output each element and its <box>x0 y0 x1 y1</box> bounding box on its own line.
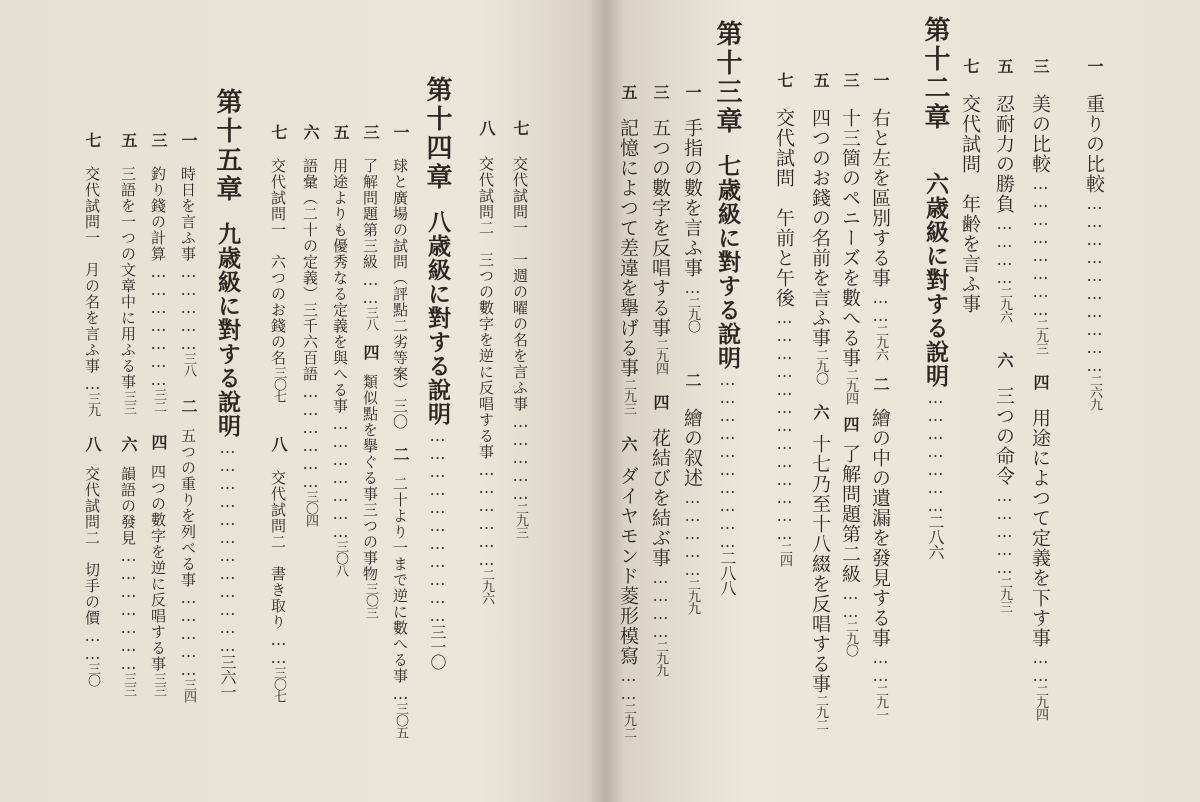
leader-dots: …… <box>83 626 102 662</box>
item-text: 二十より一まで逆に數へる事 <box>391 476 409 684</box>
item-number: 六 <box>619 436 638 452</box>
item-text: 記憶によつて差違を擧げる事 <box>617 118 639 378</box>
leader-dots: ………………… <box>149 262 168 388</box>
page-number: 二九九 <box>685 578 700 614</box>
page-number: 二九三 <box>1033 318 1048 354</box>
leader-dots: ………………………………… <box>775 308 794 542</box>
item-number: 六 <box>811 404 830 420</box>
item-number: 四 <box>841 416 860 432</box>
text: 第十四章 <box>422 76 452 192</box>
item-text: 三つの命令 <box>993 386 1015 486</box>
page-number: 三〇八 <box>333 540 348 576</box>
item-text: 右と左を區別する事 <box>869 108 891 288</box>
leader-dots: …… <box>871 288 890 324</box>
item-text: 三語を一つの文章中に用ふる事 <box>119 166 137 390</box>
item-number: 五 <box>619 84 638 100</box>
item-text: 繪の中の遺漏を發見する事 <box>869 408 891 648</box>
item-text: 用途によつて定義を下す事 <box>1029 408 1051 648</box>
chapter-number: 第十二章 <box>920 16 950 132</box>
page-number: 二九六 <box>997 286 1012 322</box>
page-number: 二九三 <box>621 378 636 414</box>
toc-entry-ch13c-7 <box>512 120 528 780</box>
item-text: 交代試問二 切手の價 <box>83 466 101 626</box>
leader-dots: …………………… <box>1031 174 1050 318</box>
page-number: 三三 <box>151 672 166 696</box>
text: 二八八 <box>718 550 737 595</box>
item-text: 五つの數字を反唱する事 <box>649 118 671 338</box>
item-text: 用途よりも優秀なる定義を與へる事 <box>331 158 349 414</box>
item-number: 八 <box>477 120 496 136</box>
toc-entry-ch15-5 <box>120 132 136 772</box>
item-number: 三 <box>841 72 860 88</box>
page-number: 二九一 <box>873 684 888 720</box>
text: 三一〇 <box>428 624 447 669</box>
right-page <box>604 0 1200 802</box>
item-number: 五 <box>331 124 350 140</box>
page-number: 三〇七 <box>271 366 286 402</box>
toc-entry-ch13-3 <box>840 72 859 772</box>
page-number: 二九九 <box>653 640 668 676</box>
toc-entry-ch13-1 <box>870 72 889 772</box>
toc-entry-ch13-5 <box>810 72 829 772</box>
item-text: 了解問題第二級 <box>839 444 861 584</box>
item-number: 二 <box>683 372 702 388</box>
toc-entry-ch14-7 <box>270 124 286 764</box>
item-number: 三 <box>361 124 380 140</box>
leader-dots: ………………………… <box>718 370 737 550</box>
leader-dots: …… <box>871 648 890 684</box>
item-text: 忍耐力の勝負 <box>993 94 1015 214</box>
item-number: 五 <box>995 58 1014 74</box>
toc-entry-ch13-7: 七交代試問 午前と午後…………………………………二四 <box>773 72 795 566</box>
item-number: 一 <box>391 124 410 140</box>
item-number: 七 <box>961 58 980 74</box>
item-text: 球と廣場の試問（評點二劣等案）三〇 <box>391 158 409 430</box>
item-number: 一 <box>871 72 890 88</box>
item-text: 繪の叙述 <box>681 408 703 488</box>
item-number: 四 <box>651 394 670 410</box>
page-number: 三三 <box>121 672 136 696</box>
page-number: 三〇 <box>85 662 100 686</box>
chapter-title: 六歳級に對する說明 <box>922 172 949 388</box>
item-number: 二 <box>871 376 890 392</box>
page-number: 三〇七 <box>271 666 286 702</box>
item-text: 四つの數字を逆に反唱する事 <box>149 464 167 672</box>
item-number: 三 <box>651 84 670 100</box>
toc-entry-ch13b-3 <box>650 84 669 774</box>
toc-entry-ch12-1 <box>1084 58 1103 778</box>
toc-entry-ch13c-8 <box>478 120 494 780</box>
leader-dots: …… <box>269 630 288 666</box>
text: 八歳級に對する說明 <box>424 210 451 426</box>
item-number: 二 <box>391 446 410 462</box>
toc-entry-ch14-5 <box>332 124 348 764</box>
page-number: 二九六 <box>479 568 494 604</box>
text: 九歳級に對する說明 <box>214 222 241 438</box>
text: 第十五章 <box>212 88 242 204</box>
page-number: 二九二 <box>813 694 828 730</box>
toc-entry-ch14-6 <box>302 124 318 764</box>
leader-dots: …… <box>361 270 380 306</box>
item-number: 一 <box>179 132 198 148</box>
item-text: 四つのお錢の名前を言ふ事 <box>809 108 831 348</box>
item-number: 四 <box>1031 374 1050 390</box>
item-text: 十三箇のペニーズを數へる事 <box>839 108 861 368</box>
page-number: 二九〇 <box>685 296 700 332</box>
toc-entry-ch15-3 <box>150 132 166 772</box>
item-text: 交代試問一 六つのお錢の名 <box>269 158 287 366</box>
page-number: 三四 <box>181 678 196 702</box>
item-text: 重りの比較 <box>1083 94 1105 194</box>
leader-dots: … <box>683 278 702 296</box>
item-text: 美の比較 <box>1029 94 1051 174</box>
toc-entry-ch15-7 <box>84 132 100 772</box>
leader-dots: ………………… <box>331 414 350 540</box>
item-text: 韻語の發見 <box>119 466 137 546</box>
page-number: 二九四 <box>1033 684 1048 720</box>
item-number: 六 <box>301 124 320 140</box>
leader-dots: …………… <box>179 262 198 352</box>
item-text: 交代試問一 月の名を言ふ事 <box>83 166 101 374</box>
toc-entry-ch14-1 <box>392 124 408 764</box>
item-text: 十七乃至十八綴を反唱する事 <box>809 434 831 694</box>
item-number: 六 <box>119 436 138 452</box>
item-number: 七 <box>83 132 102 148</box>
text: 七歳級に對する說明 <box>714 154 741 370</box>
chapter-15-heading <box>214 88 240 778</box>
page-number: 二六九 <box>1087 374 1102 410</box>
item-number: 五 <box>119 132 138 148</box>
page-number: 三〇四 <box>303 490 318 526</box>
page-number: 二九三 <box>513 502 528 538</box>
item-text: 交代試問 午前と午後 <box>773 108 795 308</box>
item-text: 時日を言ふ事 <box>179 166 197 262</box>
page-number: 三〇三 <box>363 582 378 618</box>
item-text: 類似點を擧ぐる事三つの事物 <box>361 374 379 582</box>
item-number: 七 <box>269 124 288 140</box>
item-number: 八 <box>269 436 288 452</box>
page-number: 二九三 <box>997 576 1012 612</box>
toc-entry-ch12-7 <box>960 58 979 578</box>
toc-entry-ch13b-5 <box>618 84 637 774</box>
page-number: 二九六 <box>873 324 888 360</box>
page-number: 二九四 <box>843 368 858 404</box>
chapter-page: 二八六 <box>926 514 945 559</box>
item-text: 釣り錢の計算 <box>149 166 167 262</box>
item-text: 了解問題第三級 <box>361 158 379 270</box>
leader-dots: …… <box>619 666 638 702</box>
toc-entry-ch13b-1 <box>682 84 701 774</box>
item-text: 語彙（二十の定義）三千六百語 <box>301 158 319 382</box>
item-number: 七 <box>775 72 794 88</box>
page-number: 二九四 <box>653 338 668 374</box>
item-text: 交代試問二 書き取り <box>269 470 287 630</box>
leader-dots: ……………… <box>301 382 320 490</box>
item-text: 花結びを結ぶ事 <box>649 428 671 568</box>
leader-dots: …………………………… <box>428 426 447 624</box>
leader-dots: …………… <box>179 588 198 678</box>
item-text: 手指の數を言ふ事 <box>681 118 703 278</box>
leader-dots: …………… <box>511 412 530 502</box>
item-text: 五つの重りを列べる事 <box>179 428 197 588</box>
page-number: 三八 <box>363 306 378 330</box>
item-number: 三 <box>149 132 168 148</box>
item-number: 二 <box>179 398 198 414</box>
leader-dots: … <box>391 684 410 702</box>
leader-dots: ……………… <box>477 460 496 568</box>
page-number: 二九二 <box>621 702 636 738</box>
page-number: 三二 <box>151 388 166 412</box>
item-number: 八 <box>83 436 102 452</box>
item-number: 七 <box>511 120 530 136</box>
leader-dots: ………………… <box>119 546 138 672</box>
leader-dots: …………… <box>995 486 1014 576</box>
toc-entry-ch12-5 <box>994 58 1013 778</box>
leader-dots: ………… <box>995 214 1014 286</box>
leader-dots: ………………… <box>926 388 945 514</box>
text: 三六一 <box>218 654 237 699</box>
item-text: 交代試問 年齢を言ふ事 <box>959 94 981 314</box>
leader-dots: …… <box>1031 648 1050 684</box>
item-number: 四 <box>361 344 380 360</box>
item-number: 四 <box>149 434 168 450</box>
leader-dots: ………… <box>651 568 670 640</box>
item-text: 交代試問二 三つの數字を逆に反唱する事 <box>477 156 495 460</box>
chapter-13-heading <box>714 20 740 780</box>
text: 第十三章 <box>712 20 742 136</box>
page-number: 三三 <box>121 390 136 414</box>
leader-dots: …… <box>841 584 860 620</box>
leader-dots: … <box>83 374 102 392</box>
item-number: 六 <box>995 352 1014 368</box>
chapter-12-heading <box>922 16 948 776</box>
item-number: 三 <box>1031 58 1050 74</box>
toc-entry-ch15-1 <box>180 132 196 772</box>
chapter-14-heading <box>424 76 450 776</box>
page-number: 三〇五 <box>393 702 408 738</box>
item-text: 交代試問一 一週の曜の名を言ふ事 <box>511 156 529 412</box>
leader-dots: ………………………… <box>1085 194 1104 374</box>
page-number: 二九〇 <box>813 348 828 384</box>
page-number: 三八 <box>181 352 196 376</box>
page-number: 三九 <box>85 392 100 416</box>
item-number: 五 <box>811 72 830 88</box>
toc-entry-ch12-3 <box>1030 58 1049 778</box>
item-text: ダイヤモンド菱形模寫 <box>617 466 639 666</box>
toc-entry-ch14-3 <box>362 124 378 764</box>
page-number: 二九〇 <box>843 620 858 656</box>
leader-dots: ……………………………… <box>218 438 237 654</box>
leader-dots: …………… <box>683 488 702 578</box>
item-number: 一 <box>683 84 702 100</box>
item-number: 一 <box>1085 58 1104 74</box>
